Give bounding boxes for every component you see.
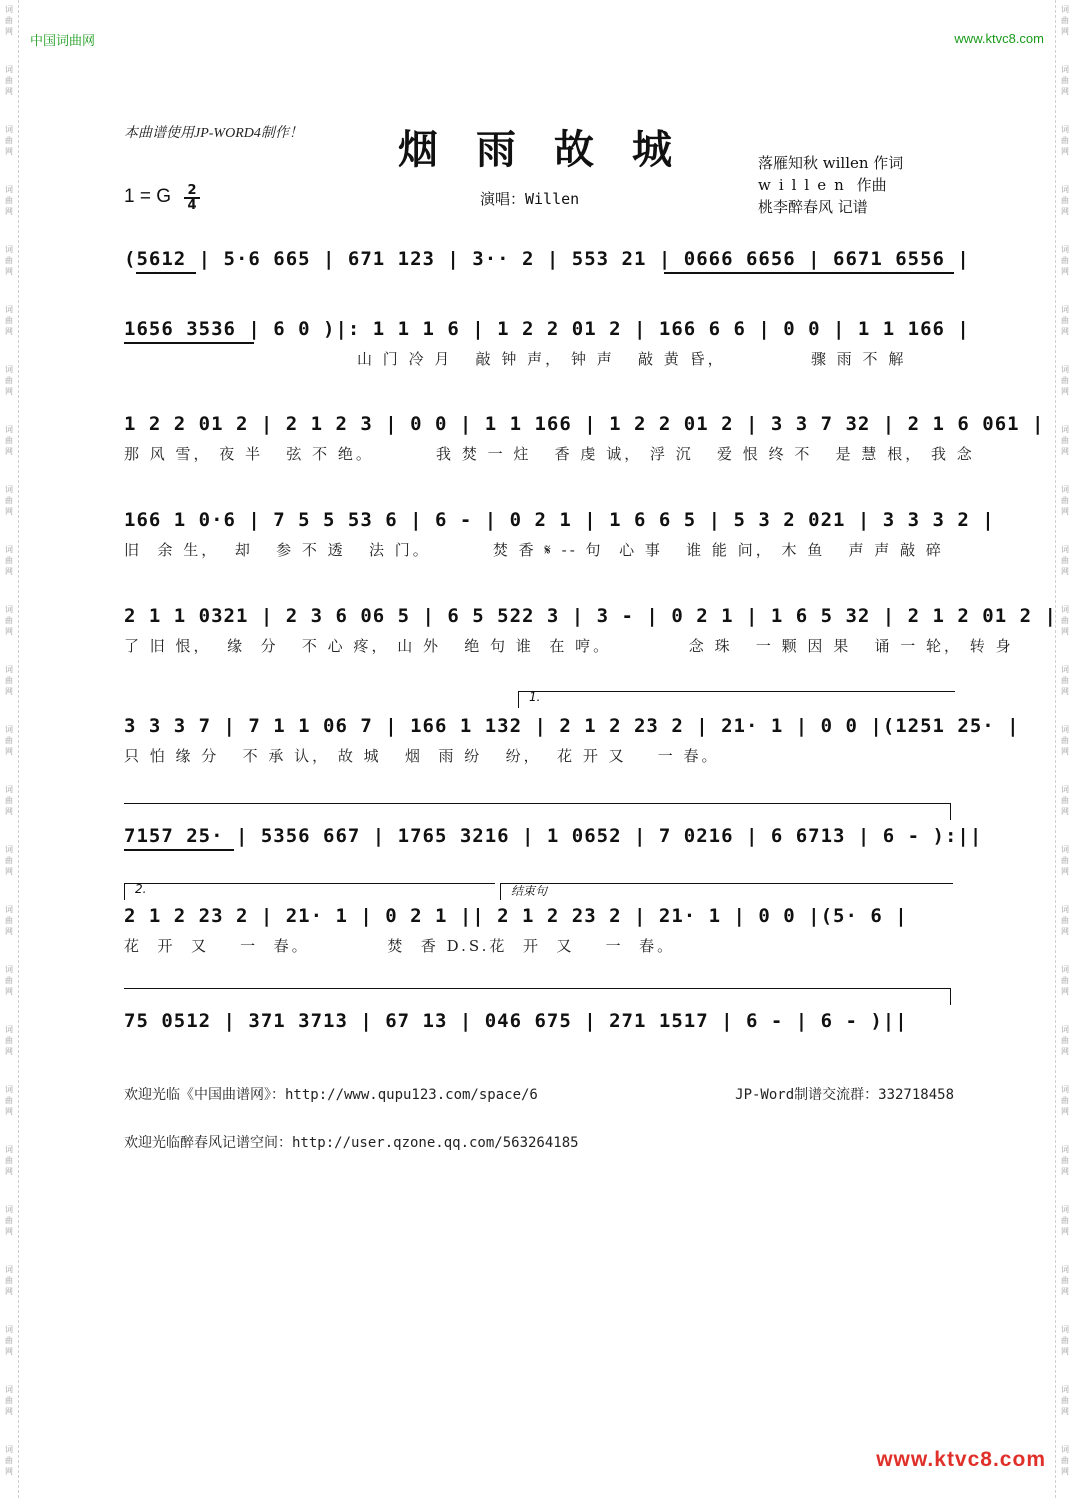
watermark-text: 词曲网	[5, 65, 13, 96]
notation-line: 1 2 2 01 2 | 2 1 2 3 | 0 0 | 1 1 166 | 1 2 2 01 2 | 3 3 7 32 | 2 1 6 061 |	[124, 413, 1045, 435]
watermark-text: 词曲网	[5, 545, 13, 576]
watermark-text: 词曲网	[5, 1085, 13, 1116]
volta-label: 1.	[529, 690, 541, 704]
song-title: 烟雨故城	[398, 126, 710, 173]
watermark-text: 词曲网	[1061, 725, 1069, 756]
made-with-note: 本曲谱使用JP-WORD4制作！	[124, 126, 303, 141]
watermark-text: 词曲网	[5, 1445, 13, 1476]
watermark-text: 词曲网	[5, 665, 13, 696]
lyric-line: 山 门 冷 月 敲 钟 声， 钟 声 敲 黄 昏， 骤 雨 不 解	[124, 350, 907, 368]
watermark-text: 词曲网	[1061, 365, 1069, 396]
composer-name: willen	[758, 176, 852, 194]
first-ending-bracket	[518, 691, 955, 708]
composer-role: 作曲	[856, 176, 887, 194]
watermark-text: 词曲网	[1061, 1445, 1069, 1476]
watermark-text: 词曲网	[5, 1325, 13, 1356]
notation-line: 2 1 1 0321 | 2 3 6 06 5 | 6 5 522 3 | 3 - | 0 2 1 | 1 6 5 32 | 2 1 2 01 2 |	[124, 605, 1057, 627]
watermark-text: 词曲网	[5, 1025, 13, 1056]
ending-continuation	[124, 988, 951, 1005]
lyric-line: 旧 余 生， 却 参 不 透 法 门。 焚 香 𝄋 -- 句 心 事 谁 能 问， 木 鱼 声 声 敲 碎	[124, 541, 944, 559]
notation-line: 166 1 0·6 | 7 5 5 53 6 | 6 - | 0 2 1 | 1 6 6 5 | 5 3 2 021 | 3 3 3 2 |	[124, 509, 995, 531]
watermark-text: 词曲网	[1061, 665, 1069, 696]
watermark-text: 词曲网	[5, 485, 13, 516]
watermark-text: 词曲网	[1061, 185, 1069, 216]
site-name-link[interactable]: 中国词曲网	[30, 34, 96, 49]
watermark-text: 词曲网	[1061, 1145, 1069, 1176]
qupu-welcome-link[interactable]: 欢迎光临《中国曲谱网》：http://www.qupu123.com/space/6	[124, 1087, 538, 1103]
second-ending-bracket	[124, 883, 495, 900]
brand-logo[interactable]: www.ktvc8.com	[876, 1448, 1046, 1471]
watermark-text: 词曲网	[5, 845, 13, 876]
watermark-text: 词曲网	[5, 185, 13, 216]
notation-line: 75 0512 | 371 3713 | 67 13 | 046 675 | 271 1517 | 6 - | 6 - )||	[124, 1010, 908, 1032]
watermark-text: 词曲网	[1061, 965, 1069, 996]
credits-block	[758, 152, 954, 218]
watermark-text: 词曲网	[5, 965, 13, 996]
watermark-text: 词曲网	[1061, 1325, 1069, 1356]
watermark-text: 词曲网	[1061, 785, 1069, 816]
watermark-text: 词曲网	[5, 125, 13, 156]
beam-line	[124, 849, 234, 851]
right-watermark-strip	[1055, 0, 1074, 1498]
watermark-text: 词曲网	[5, 725, 13, 756]
key-signature: 1 = G	[124, 186, 171, 207]
watermark-text: 词曲网	[1061, 545, 1069, 576]
notation-line: 7157 25· | 5356 667 | 1765 3216 | 1 0652 | 7 0216 | 6 6713 | 6 - ):||	[124, 825, 983, 847]
lyric-line: 花 开 又 一 春。 焚 香 D.S.花 开 又 一 春。	[124, 937, 676, 955]
beam-line	[124, 342, 254, 344]
lyric-line: 了 旧 恨， 缘 分 不 心 疼， 山 外 绝 句 谁 在 哼。 念 珠 一 颗 因 果 诵 一 轮， 转 身	[124, 637, 1014, 655]
site-url-link[interactable]: www.ktvc8.com	[954, 31, 1044, 46]
lyric-line: 只 怕 缘 分 不 承 认， 故 城 烟 雨 纷 纷， 花 开 又 一 春。	[124, 747, 720, 765]
watermark-text: 词曲网	[1061, 125, 1069, 156]
watermark-text: 词曲网	[1061, 245, 1069, 276]
watermark-text: 词曲网	[5, 5, 13, 36]
notation-line: (5612 | 5·6 665 | 671 123 | 3·· 2 | 553 21 | 0666 6656 | 6671 6556 |	[124, 248, 970, 270]
watermark-text: 词曲网	[5, 245, 13, 276]
lyric-line: 那 风 雪， 夜 半 弦 不 绝。 我 焚 一 炷 香 虔 诚， 浮 沉 爱 恨 终 不 是 慧 根， 我 念	[124, 445, 975, 463]
watermark-text: 词曲网	[5, 785, 13, 816]
beam-line	[136, 272, 196, 274]
qq-group-text: JP-Word制谱交流群：332718458	[735, 1087, 954, 1103]
notation-line: 2 1 2 23 2 | 21· 1 | 0 2 1 || 2 1 2 23 2 | 21· 1 | 0 0 |(5· 6 |	[124, 905, 908, 927]
watermark-text: 词曲网	[1061, 605, 1069, 636]
notation-line: 3 3 3 7 | 7 1 1 06 7 | 166 1 132 | 2 1 2 23 2 | 21· 1 | 0 0 |(1251 25· |	[124, 715, 1020, 737]
meter-bottom: 4	[187, 198, 197, 213]
composer-credit	[758, 174, 954, 196]
qzone-welcome-link[interactable]: 欢迎光临醉春风记谱空间：http://user.qzone.qq.com/563264185	[124, 1135, 579, 1151]
watermark-text: 词曲网	[5, 365, 13, 396]
watermark-text: 词曲网	[1061, 1205, 1069, 1236]
first-ending-continuation	[124, 803, 951, 820]
transcriber-credit: 桃李醉春风 记谱	[758, 198, 868, 216]
beam-line	[664, 272, 954, 274]
time-signature	[184, 184, 200, 212]
watermark-text: 词曲网	[5, 905, 13, 936]
watermark-text: 词曲网	[5, 605, 13, 636]
ending-label: 结束句	[511, 884, 548, 898]
watermark-text: 词曲网	[1061, 905, 1069, 936]
watermark-text: 词曲网	[1061, 65, 1069, 96]
watermark-text: 词曲网	[1061, 1385, 1069, 1416]
watermark-text: 词曲网	[5, 1385, 13, 1416]
notation-line: 1656 3536 | 6 0 )|: 1 1 1 6 | 1 2 2 01 2 | 166 6 6 | 0 0 | 1 1 166 |	[124, 318, 970, 340]
left-watermark-strip	[0, 0, 19, 1498]
lyricist-credit: 落雁知秋 willen 作词	[758, 154, 904, 172]
ending-phrase-bracket	[500, 883, 953, 900]
watermark-text: 词曲网	[5, 425, 13, 456]
watermark-text: 词曲网	[1061, 845, 1069, 876]
watermark-text: 词曲网	[5, 1145, 13, 1176]
watermark-text: 词曲网	[1061, 5, 1069, 36]
meter-top: 2	[184, 184, 200, 199]
watermark-text: 词曲网	[5, 1205, 13, 1236]
watermark-text: 词曲网	[1061, 425, 1069, 456]
volta-label: 2.	[135, 882, 147, 896]
watermark-text: 词曲网	[1061, 485, 1069, 516]
watermark-text: 词曲网	[1061, 1085, 1069, 1116]
watermark-text: 词曲网	[1061, 1265, 1069, 1296]
watermark-text: 词曲网	[1061, 305, 1069, 336]
singer-credit: 演唱：Willen	[480, 190, 580, 208]
watermark-text: 词曲网	[1061, 1025, 1069, 1056]
watermark-text: 词曲网	[5, 305, 13, 336]
watermark-text: 词曲网	[5, 1265, 13, 1296]
